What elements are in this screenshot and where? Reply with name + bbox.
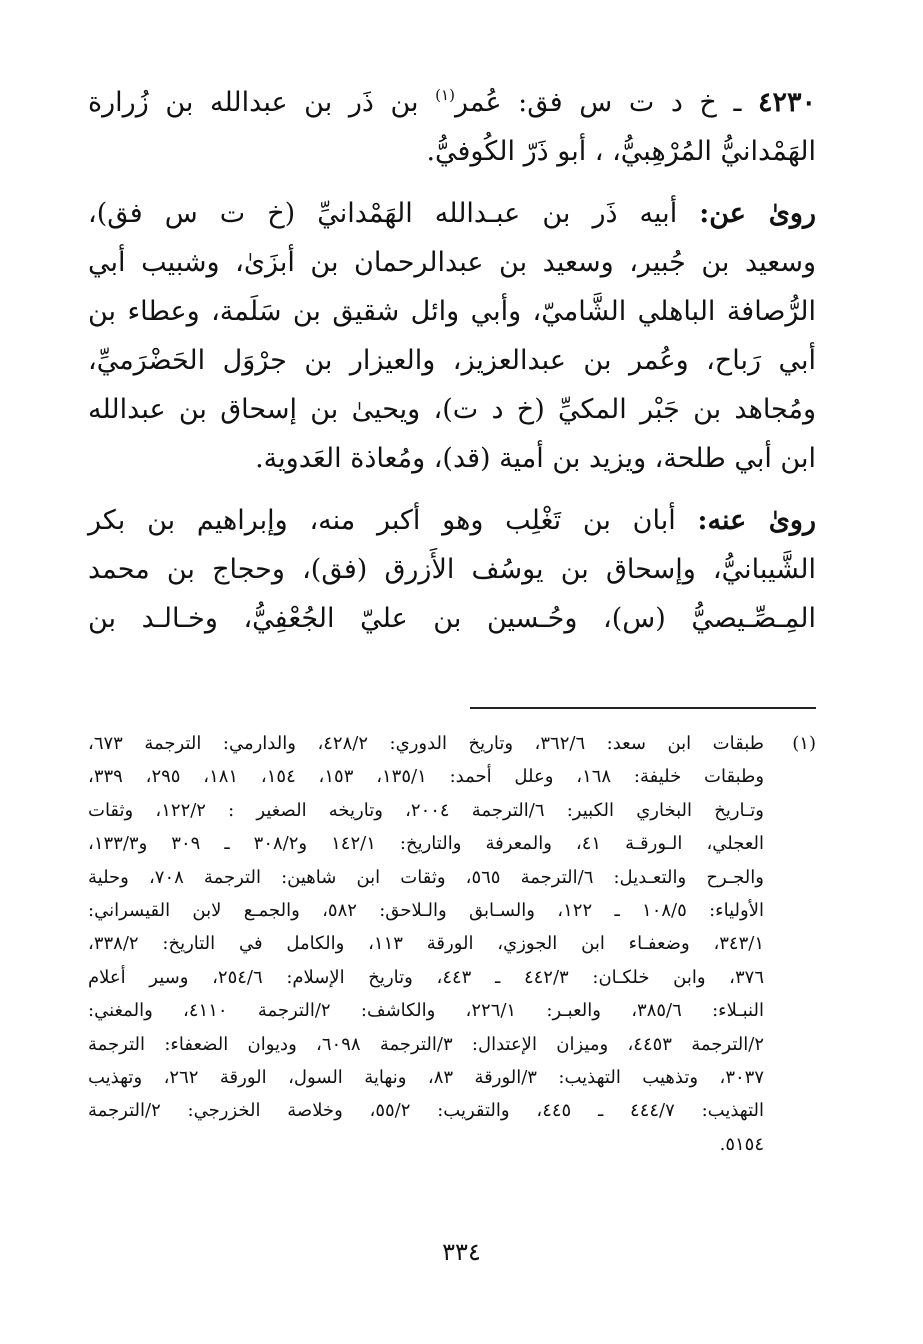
entry-number: ٤٢٣٠ (757, 87, 816, 118)
entry-line-1 (88, 78, 816, 127)
footnote-line: ٣٤٣/١، وضعفـاء ابن الجوزي، الورقة ١١٣، والكامل في التاريخ: ٣٣٨/٢، (88, 933, 765, 955)
footnote-line: التهذيب: ٤٤٤/٧ ـ ٤٤٥، والتقريب: ٥٥/٢، وخلاصة الخزرجي: ٢/الترجمة (88, 1100, 764, 1122)
footnote-line: طبقات ابن سعد: ٣٦٢/٦، وتاريخ الدوري: ٤٢٨/٢، والدارمي: الترجمة ٦٧٣، (88, 733, 764, 754)
footnote-line: الأولياء: ١٠٨/٥ ـ ١٢٢، والسـابق والـلاحق: ٥٨٢، والجمـع لابن القيسراني: (88, 900, 765, 922)
footnote-line: ٢/الترجمة ٤٤٥٣، وميزان الإعتدال: ٣/الترجمة ٦٠٩٨، وديوان الضعفاء: الترجمة (88, 1033, 765, 1055)
page-number: ٣٣٤ (442, 1238, 481, 1266)
footnote-line: ٣٠٣٧، وتذهيب التهذيب: ٣/الورقة ٨٣، ونهاية السول، الورقة ٢٦٢، وتهذيب (88, 1067, 764, 1089)
narrated-by-line: روىٰ عنه: أبان بن تَغْلِب وهو أكبر منه، وإبراهيم بن بكر (88, 505, 816, 536)
main-text (88, 78, 816, 656)
footnote-line: وطبقات خليفة: ١٦٨، وعلل أحمد: ١٣٥/١، ١٥٣، ١٥٤، ١٨١، ٢٩٥، ٣٣٩، (88, 766, 765, 788)
footnote-line: والجـرح والتعـديل: ٦/الترجمة ٥٦٥، وثقات ابن شاهين: الترجمة ٧٠٨، وحلية (88, 866, 764, 888)
footnote-line: وتـاريخ البخاري الكبير: ٦/الترجمة ٢٠٠٤، وتاريخه الصغير : ١٢٢/٢، وثقات (88, 799, 764, 821)
narrated-from-line: ومُجاهد بن جَبْر المكيِّ (خ د ت)، ويحيىٰ بن إسحاق بن عبدالله (88, 394, 816, 425)
narrated-by-line: المِـصِّـيصيُّ (س)، وحُـسين بن عليّ الجُعْفِيُّ، وخـالـد بن (88, 603, 816, 634)
narrated-from-line: أبي رَباح، وعُمر بن عبدالعزيز، والعيزار بن جرْوَل الحَضْرَميِّ، (88, 345, 816, 376)
narrated-from-label: روىٰ عن: (699, 198, 816, 229)
narrated-from-line: الرُّصافة الباهلي الشَّاميّ، وأبي وائل شقيق بن سَلَمة، وعطاء بن (88, 296, 816, 327)
narrated-from-line: ابن أبي طلحة، ويزيد بن أمية (قد)، ومُعاذة العَدوية. (255, 443, 816, 474)
footnote-divider (470, 707, 816, 709)
footnote-marker: (١) (792, 733, 816, 754)
footnote (88, 727, 816, 1161)
footnote-line: ٣٧٦، وابن خلكـان: ٤٤٢/٣ ـ ٤٤٣، وتاريخ الإسلام: ٢٥٤/٦، وسير أعلام (88, 966, 765, 988)
narrated-from-line: روىٰ عن: أبيه ذَر بن عبـدالله الهَمْدانيِّ (خ ت س فق)، (88, 198, 816, 229)
narrated-from-line: وسعيد بن جُبير، وسعيد بن عبدالرحمان بن أبزَىٰ، وشبيب أبي (88, 247, 816, 278)
narrated-by-label: روىٰ عنه: (697, 505, 816, 536)
footnote-line: العجلي، الـورقـة ٤١، والمعرفة والتاريخ: ١٤٢/١ و٣٠٨/٢ ـ ٣٠٩ و١٣٣/٣، (88, 833, 764, 855)
entry-line-2: الهَمْدانيُّ المُرْهِبيُّ، ، أبو ذَرّ الكُوفيُّ. (426, 136, 816, 167)
entry-lineage: بن ذَر بن عبدالله بن زُرارة (88, 87, 419, 118)
narrated-by-line: الشَّيبانيُّ، وإسحاق بن يوسُف الأَزرق (فق)، وحجاج بن محمد (88, 554, 816, 585)
footnote-body (88, 727, 764, 1161)
footnote-line: النبـلاء: ٣٨٥/٦، والعبـر: ٢٢٦/١، والكاشف: ٢/الترجمة ٤١١٠، والمغني: (88, 1000, 764, 1022)
entry-symbols: ـ خ د ت س فق: (518, 87, 742, 118)
footnote-reference: (١) (435, 86, 455, 104)
entry-name: عُمر (454, 87, 502, 118)
narrated-from-section (88, 189, 816, 483)
entry-heading (88, 78, 816, 176)
footnote-line: ٥١٥٤. (719, 1133, 764, 1155)
narrated-by-section (88, 496, 816, 643)
